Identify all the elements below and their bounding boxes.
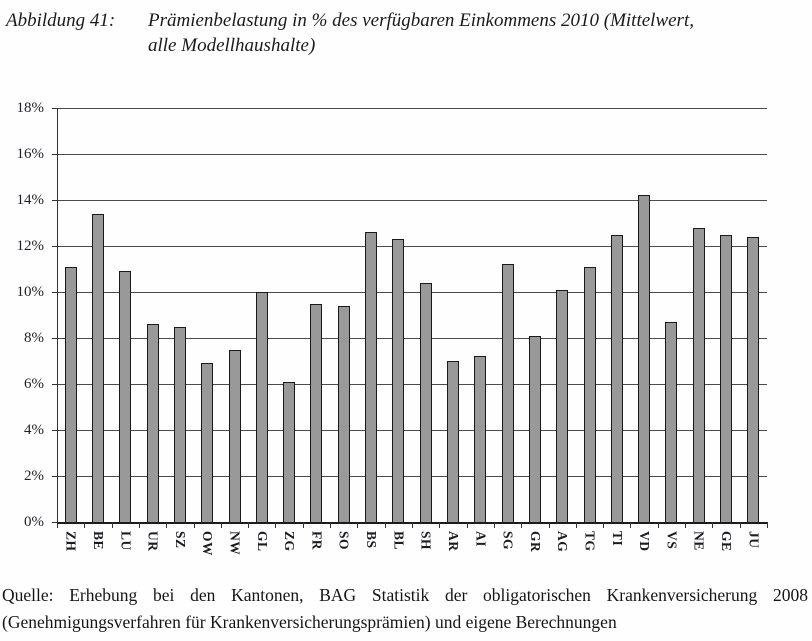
- bar-GL: [256, 292, 268, 522]
- bar-GR: [529, 336, 541, 522]
- x-axis-label-UR: UR: [145, 531, 161, 552]
- x-axis-tick-13: [412, 522, 413, 528]
- x-axis-tick-11: [357, 522, 358, 528]
- bar-NW: [229, 350, 241, 523]
- y-axis-label-16%: 16%: [16, 146, 44, 162]
- x-axis-label-TG: TG: [582, 531, 598, 552]
- gridline-6%: [57, 384, 767, 385]
- x-axis-label-VD: VD: [637, 531, 653, 552]
- bar-AI: [474, 356, 486, 522]
- x-axis-tick-22: [658, 522, 659, 528]
- x-axis-label-SO: SO: [336, 531, 352, 551]
- x-axis-tick-24: [712, 522, 713, 528]
- x-axis-tick-17: [521, 522, 522, 528]
- bar-SZ: [174, 327, 186, 523]
- x-axis-label-SG: SG: [500, 531, 516, 551]
- y-axis-label-18%: 18%: [16, 100, 44, 116]
- bar-ZH: [65, 267, 77, 522]
- y-axis-label-12%: 12%: [16, 238, 44, 254]
- x-axis-label-ZH: ZH: [63, 531, 79, 552]
- source-text-line2: (Genehmigungsverfahren für Krankenversicherungsprämien) und eigene Berechnungen: [2, 612, 617, 632]
- x-axis-label-SZ: SZ: [172, 531, 188, 549]
- bar-NE: [693, 228, 705, 522]
- x-axis-label-SH: SH: [418, 531, 434, 551]
- bar-JU: [747, 237, 759, 522]
- x-axis-label-GR: GR: [527, 531, 543, 553]
- gridline-8%: [57, 338, 767, 339]
- x-axis-tick-4: [166, 522, 167, 528]
- x-axis-tick-19: [576, 522, 577, 528]
- figure-caption-line1: Prämienbelastung in % des verfügbaren Einkommens 2010 (Mittelwert,: [148, 10, 694, 31]
- y-axis-label-2%: 2%: [24, 468, 44, 484]
- bar-TI: [611, 235, 623, 523]
- x-axis-label-BL: BL: [391, 531, 407, 551]
- bar-SH: [420, 283, 432, 522]
- bar-AG: [556, 290, 568, 522]
- x-axis-tick-18: [549, 522, 550, 528]
- y-axis-label-10%: 10%: [16, 284, 44, 300]
- figure-caption-line2: alle Modellhaushalte): [148, 35, 316, 56]
- x-axis-tick-0: [57, 522, 58, 528]
- x-axis-label-JU: JU: [746, 531, 762, 549]
- bar-BS: [365, 232, 377, 522]
- x-axis-label-AI: AI: [473, 531, 489, 548]
- x-axis-label-VS: VS: [664, 531, 680, 550]
- x-axis-label-OW: OW: [200, 531, 216, 557]
- y-axis-line: [57, 108, 58, 522]
- bar-TG: [584, 267, 596, 522]
- y-axis-label-4%: 4%: [24, 422, 44, 438]
- bar-SO: [338, 306, 350, 522]
- x-axis-tick-8: [275, 522, 276, 528]
- bar-FR: [310, 304, 322, 523]
- source-text-line1: Quelle: Erhebung bei den Kantonen, BAG Statistik der obligatorischen Krankenversicherung 2008: [2, 585, 808, 605]
- bar-UR: [147, 324, 159, 522]
- x-axis-label-TI: TI: [609, 531, 625, 547]
- gridline-4%: [57, 430, 767, 431]
- bar-SG: [502, 264, 514, 522]
- x-axis-label-LU: LU: [118, 531, 134, 551]
- bar-VD: [638, 195, 650, 522]
- x-axis-tick-23: [685, 522, 686, 528]
- x-axis-label-NW: NW: [227, 531, 243, 556]
- x-axis-label-BS: BS: [364, 531, 380, 549]
- bar-LU: [119, 271, 131, 522]
- x-axis-tick-21: [630, 522, 631, 528]
- x-axis-tick-6: [221, 522, 222, 528]
- x-axis-tick-25: [740, 522, 741, 528]
- y-axis-label-6%: 6%: [24, 376, 44, 392]
- bar-BL: [392, 239, 404, 522]
- gridline-10%: [57, 292, 767, 293]
- x-axis-tick-12: [385, 522, 386, 528]
- x-axis-label-AR: AR: [445, 531, 461, 552]
- y-axis-label-0%: 0%: [24, 514, 44, 530]
- y-axis-label-14%: 14%: [16, 192, 44, 208]
- bar-BE: [92, 214, 104, 522]
- x-axis-tick-10: [330, 522, 331, 528]
- x-axis-label-GE: GE: [719, 531, 735, 552]
- figure-label: Abbildung 41:: [6, 10, 116, 31]
- bar-VS: [665, 322, 677, 522]
- x-axis-tick-1: [84, 522, 85, 528]
- bar-ZG: [283, 382, 295, 522]
- gridline-2%: [57, 476, 767, 477]
- x-axis-tick-7: [248, 522, 249, 528]
- x-axis-label-BE: BE: [90, 531, 106, 551]
- x-axis-label-ZG: ZG: [282, 531, 298, 552]
- x-axis-tick-5: [194, 522, 195, 528]
- x-axis-tick-15: [467, 522, 468, 528]
- x-axis-tick-3: [139, 522, 140, 528]
- x-axis-tick-9: [303, 522, 304, 528]
- x-axis-label-FR: FR: [309, 531, 325, 550]
- x-axis-label-NE: NE: [691, 531, 707, 551]
- bar-OW: [201, 363, 213, 522]
- x-axis-tick-14: [439, 522, 440, 528]
- y-axis-label-8%: 8%: [24, 330, 44, 346]
- x-axis-label-GL: GL: [254, 531, 270, 552]
- x-axis-label-AG: AG: [555, 531, 571, 553]
- x-axis-tick-20: [603, 522, 604, 528]
- gridline-14%: [57, 200, 767, 201]
- x-axis-tick-16: [494, 522, 495, 528]
- x-axis-tick-26: [767, 522, 768, 528]
- gridline-12%: [57, 246, 767, 247]
- gridline-16%: [57, 154, 767, 155]
- x-axis-tick-2: [112, 522, 113, 528]
- bar-GE: [720, 235, 732, 523]
- bar-AR: [447, 361, 459, 522]
- source-text: [2, 582, 808, 636]
- gridline-18%: [57, 108, 767, 109]
